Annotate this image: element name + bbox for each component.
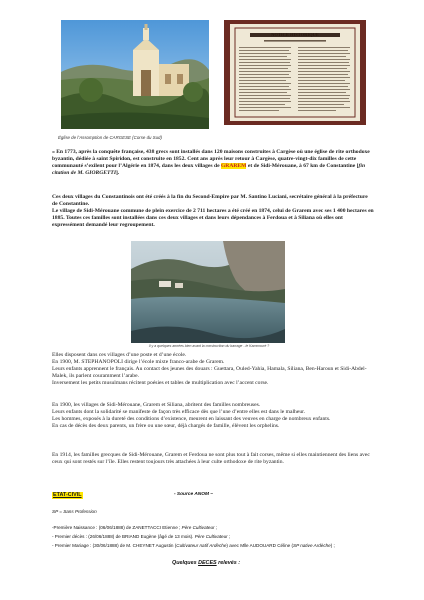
paragraph-text: En 1914, les familles grecques de Sidi-Mérouane, Grarem et Ferdoua ne sont plus tout à fait corses, même si elles maintiennent des liens avec ceux qui sont restés sur l’île. Elles restent toujours très attachées à leur culte orthodoxe de rite byzantin. [52,452,370,465]
entry-text: - Premier décès : (26/06/1888) de BRIAND Eugène (âgé de 13 mois). [52,534,195,539]
paragraph-text: et de Sidi-Mérouane, à 67 km de Constantine [ [246,162,359,169]
entry-text: - Premier Mariage : (30/06/1888) de M. CHEYNET Augustin ( [52,543,177,548]
church-photo [61,20,209,129]
paragraph-text: En 1900, les villages de Sidi-Mérouane, Grarem et Siliana, abritent des familles nombreuses. [52,402,261,408]
river-caption: Il y a quelques années bien avant la construction du barrage - le Kammouré ? [148,344,270,348]
paragraph-text: Le village de Sidi-Mérouane commune de plein exercice de 2 711 hectares a été créé en 1874, celui de Grarem avec ses 1 400 hectares en 1885. Toutes ces familles sont installées dans ces deux villages et dans leurs dépendances à Ferdoua et à Siliana où elles ont expressément demandé leur regroupement. [52,207,374,228]
river-photo [131,241,285,343]
paragraph-text: Inversement les petits musulmans récitent poésies et tables de multiplication avec l’accent corse. [52,379,269,386]
citation-italic: fin citation de M. GIORGETTI [52,162,366,176]
paragraph-villages [52,194,374,229]
entry-first-death [52,534,230,541]
paragraph-text: En 1900, M. STEPHANOPOLI dirige l’école mixte franco-arabe de Grarem. [52,358,225,365]
entry-text: ; [214,525,218,530]
paragraph-families [52,402,374,430]
entry-italic: Père Cultivateur [194,534,228,539]
paragraph-text: Elles disposent dans ces villages d’une poste et d’une école. [52,352,187,358]
grarem-highlight: GRAREM [220,162,247,169]
paragraph-text: Leurs enfants dont la solidarité se manifeste de façon très efficace dès que l’une d’entre elles est dans le malheur. [52,408,306,415]
entry-text: -Première Naissance : (06/06/1888) de ZANETTACCI Etienne ; [52,525,182,530]
paragraph-1914 [52,452,374,466]
entry-text: ) ; [330,543,335,548]
paragraph-text: « En 1773, après la conquête française, 438 grecs sont installés dans 120 maisons construites à Cargèse où une église de rite orthodoxe byzantin, dédiée à saint Spiridon, est construite en 1852. Cent ans après leur retour à Cargèse, quatre-vingt-dix familles de cette communauté s’exilent pour l’Algérie en 1874, dans les deux villages de [52,149,370,169]
entry-first-marriage [52,543,335,550]
paragraph-text: Ces deux villages du Constantinois ont été créés à la fin du Second-Empire par M. Santino Luciani, secrétaire général à la préfecture de Constantine. [52,194,368,207]
source-note: - Source ANOM – [174,492,214,497]
entry-text: ) avec Mlle AUDOUARD Céline ( [226,543,294,548]
sp-note: SP = Sans Profession [52,509,97,514]
paragraph-schools [52,352,374,387]
entry-italic: SP native Ardèche [293,543,331,548]
etat-civil-heading [52,492,83,499]
heading-text: Quelques [172,560,199,566]
church-caption: Église de l’Assomption de CARGESE (Corse du Sud) [58,135,162,140]
entry-italic: Cultivateur natif Ardèche [176,543,227,548]
entry-italic: Père Cultivateur [181,525,215,530]
etat-civil-label: ETAT-CIVIL [53,492,82,498]
heading-text: relevés : [216,560,241,566]
paragraph-text: En cas de décès des deux parents, un frère ou une sœur, déjà chargés de famille, élèvent les orphelins. [52,422,280,429]
paragraph-text: Leurs enfants apprennent le français. Au contact des jeunes des douars : Guettara, Ouled-Yahia, Hamala, Siliana, Ben-Haroun et Sidi-Abdel-Malek, ils parlent couramment l’arabe. [52,365,367,379]
notice-heading: NOTICE HISTORIQUE [271,32,319,37]
notice-document-photo [224,20,366,125]
quelques-deces-heading [172,560,240,567]
entry-first-birth [52,525,217,532]
deces-underlined: DECES [198,560,217,566]
paragraph-text: Les hommes, exposés à la dureté des conditions d’existence, meurent en laissant des veuves en charge de nombreux enfants. [52,415,331,422]
entry-text: ; [227,534,231,539]
paragraph-text: ]. [116,169,120,176]
paragraph-history [52,149,374,177]
